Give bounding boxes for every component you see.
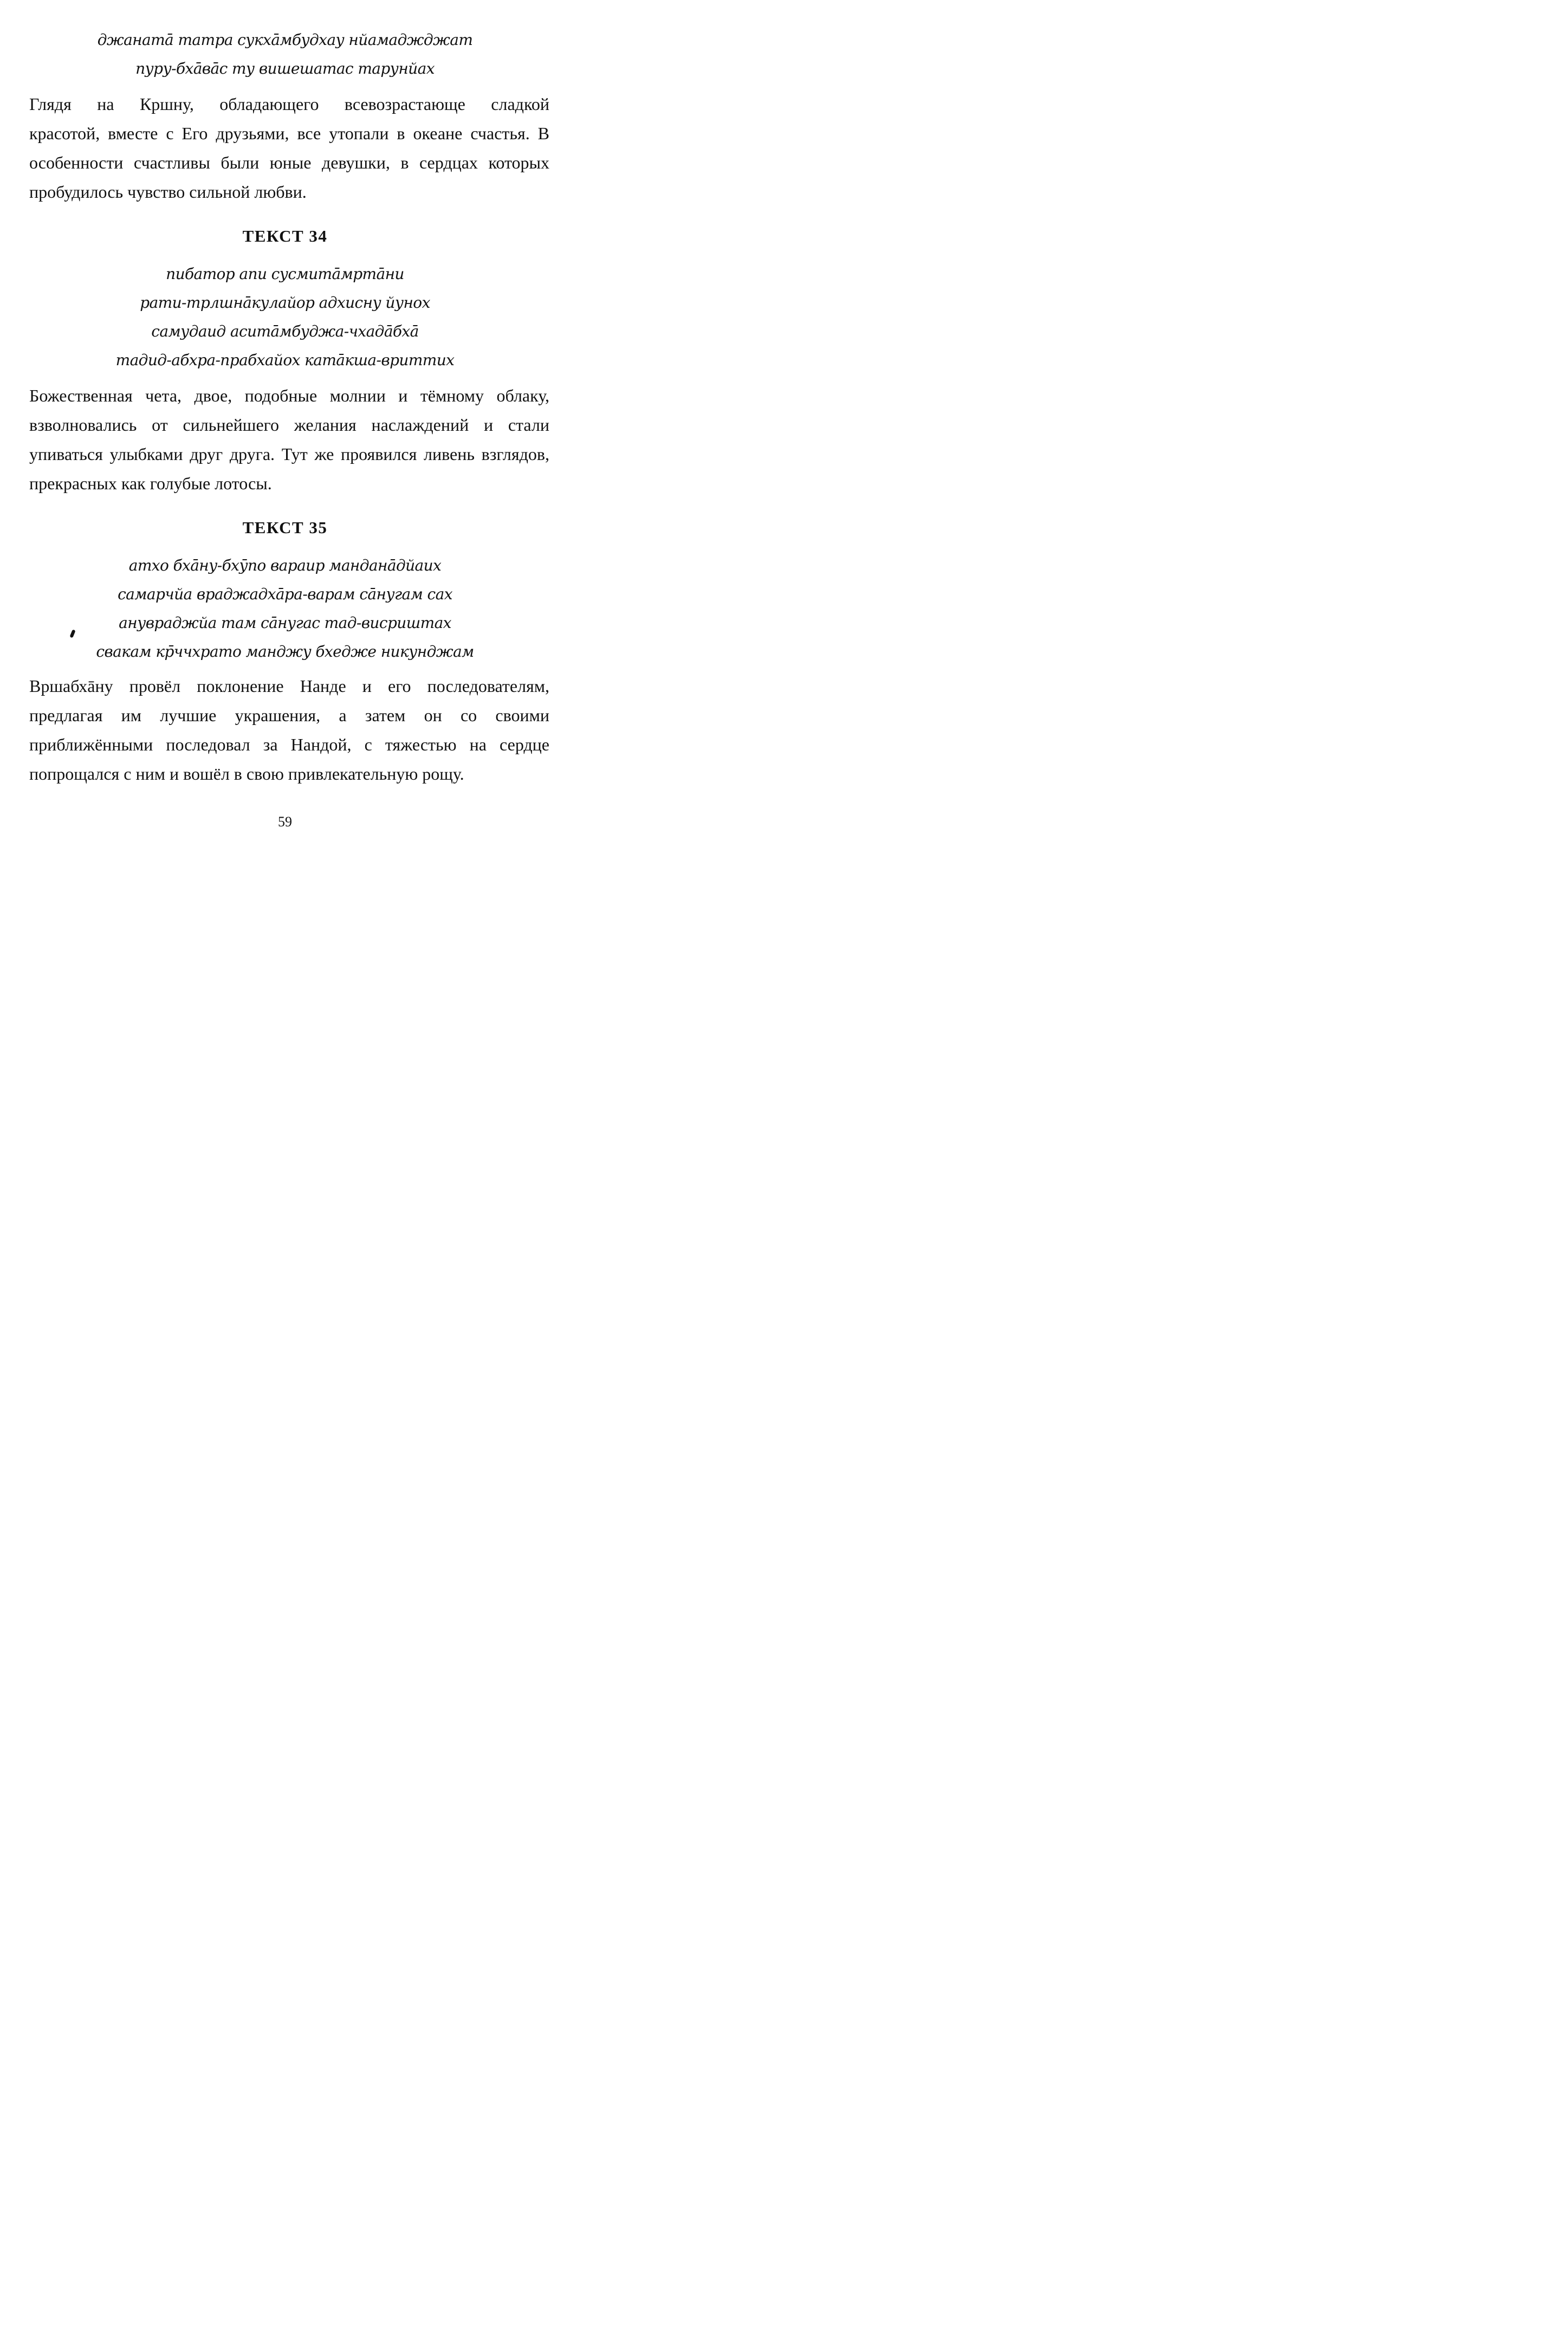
verse-top <box>0 33 570 90</box>
verse-line: самудаид аситāмбуджа-чхадāбхā <box>151 322 419 340</box>
paragraph-line: пробудилось чувство сильной любви. <box>29 182 307 202</box>
translation-text-35 <box>29 677 549 794</box>
paragraph-line: особенности счастливы были юные девушки, в сердцах которых <box>29 153 549 172</box>
verse-line: джанатā татра сукхāмбудхау нйамаджджат <box>97 31 473 49</box>
paragraph-line: упиваться улыбками друг друга. Тут же проявился ливень взглядов, <box>29 444 549 464</box>
verse-text-35 <box>0 558 570 673</box>
paragraph-line: приближёнными последовал за Нандой, с тяжестью на сердце <box>29 735 549 754</box>
page-number: 59 <box>278 814 292 830</box>
verse-line: рати-трлшнāкулайор адхисну йунох <box>140 294 430 312</box>
verse-line: тадид-абхра-прабхайох катāкша-вриттих <box>115 351 455 369</box>
paragraph-line: Божественная чета, двое, подобные молнии и тёмному облаку, <box>29 386 549 405</box>
verse-line: атхо бхāну-бхӯпо вараир мандана̄дйаих <box>128 556 442 574</box>
paragraph-line: прекрасных как голубые лотосы. <box>29 474 272 493</box>
verse-text-34 <box>0 267 570 381</box>
verse-line: пибатор апи сусмитāмртāни <box>166 265 404 283</box>
verse-line: пуру-бхāвāс ту вишешатас тарунйах <box>135 60 435 77</box>
paragraph-line: предлагая им лучшие украшения, а затем он со своими <box>29 705 549 725</box>
paragraph-line: красотой, вместе с Его друзьями, все утопали в океане счастья. В <box>29 124 549 143</box>
book-page <box>0 0 570 850</box>
section-heading: ТЕКСТ 34 <box>242 226 328 245</box>
section-heading: ТЕКСТ 35 <box>242 518 328 537</box>
translation-text-34 <box>29 387 549 504</box>
paragraph <box>29 95 549 212</box>
paragraph-line: попрощался с ним и вошёл в свою привлекательную рощу. <box>29 764 464 784</box>
verse-line: свакам кр̄ччхрато манджу бхедже никунджам <box>96 643 474 661</box>
paragraph-line: взволновались от сильнейшего желания наслаждений и стали <box>29 415 549 435</box>
paragraph-line: Глядя на Кршну, обладающего всевозрастающе сладкой <box>29 94 549 114</box>
paragraph-line: Вршабхāну провёл поклонение Нанде и его последователям, <box>29 676 549 696</box>
verse-line: самарчйа враджадхāра-варам сāнугам сах <box>118 585 452 603</box>
verse-line: анувраджйа там сāнугас тад-висриштах <box>119 614 451 632</box>
